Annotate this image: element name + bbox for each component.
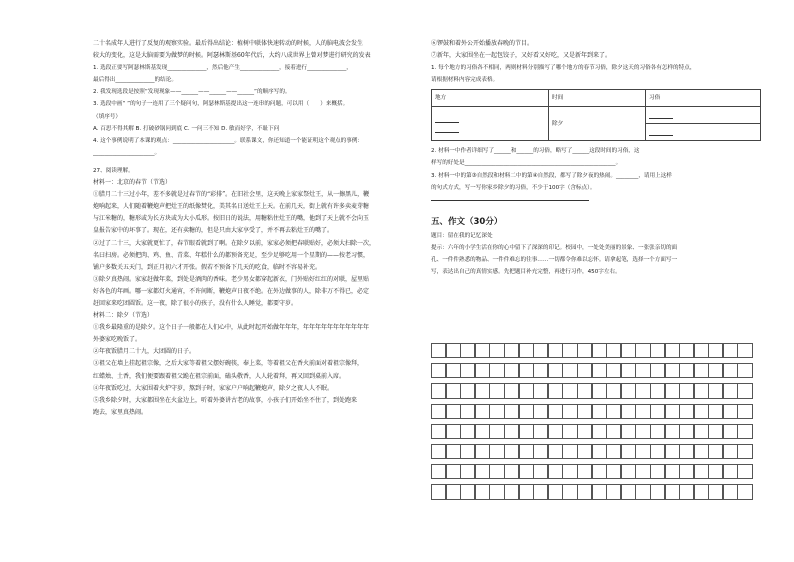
grid-cell[interactable] xyxy=(519,363,534,378)
grid-cell[interactable] xyxy=(635,424,650,439)
grid-row xyxy=(431,383,752,398)
grid-cell[interactable] xyxy=(431,444,446,459)
essay-hint-line: 孔、一件件熟悉的物品、一件件难忘的往事……一切都令你难以忘怀。请拿起笔，选择一个方面写一 xyxy=(431,257,678,264)
grid-cell[interactable] xyxy=(621,484,636,499)
grid-row xyxy=(431,363,752,378)
grid-row xyxy=(431,404,752,419)
essay-title-prompt: 题目：留在我的记忆深处 xyxy=(431,232,493,239)
grid-cell[interactable] xyxy=(504,444,519,459)
grid-cell[interactable] xyxy=(737,404,752,419)
grid-cell[interactable] xyxy=(504,464,519,479)
grid-cell[interactable] xyxy=(489,343,504,358)
grid-cell[interactable] xyxy=(504,343,519,358)
answer-blank[interactable] xyxy=(435,125,459,133)
grid-cell[interactable] xyxy=(708,444,723,459)
grid-cell[interactable] xyxy=(519,343,534,358)
grid-cell[interactable] xyxy=(504,404,519,419)
grid-cell[interactable] xyxy=(519,424,534,439)
grid-cell[interactable] xyxy=(446,444,461,459)
grid-cell[interactable] xyxy=(694,343,709,358)
grid-cell[interactable] xyxy=(504,484,519,499)
material1-line: ③除夕真热闹。家家赶做年菜，到处是酒肉的香味。老少男女都穿起新衣，门外贴好红红的对联，屋里贴 xyxy=(93,275,370,283)
question-3a: 3. 选段中画“ ”的句子一连用了三个疑问句，阿瑟林斯基提出这一连串的问题，可以用（ ）来概括。 xyxy=(93,101,349,108)
grid-cell[interactable] xyxy=(489,383,504,398)
grid-cell[interactable] xyxy=(592,424,607,439)
grid-cell[interactable] xyxy=(533,383,548,398)
material1-title: 材料一：北京的春节（节选） xyxy=(93,179,172,187)
grid-cell[interactable] xyxy=(635,484,650,499)
grid-cell[interactable] xyxy=(592,363,607,378)
material2-line: 跑去，家里真热闹。 xyxy=(93,408,148,416)
material1-line: ①腊月二十三过小年，差不多就是过春节的“彩排”。在旧社会里，这天晚上家家祭灶王，从一擦黑儿，鞭 xyxy=(93,191,370,199)
grid-cell[interactable] xyxy=(723,464,738,479)
grid-cell[interactable] xyxy=(446,383,461,398)
grid-cell[interactable] xyxy=(606,424,621,439)
answer-line[interactable] xyxy=(431,194,762,206)
grid-row xyxy=(431,343,752,358)
question-2: 2. 我发现选段是按照“发现现象——______——______——______”的顺序写的。 xyxy=(93,89,291,96)
grid-cell[interactable] xyxy=(665,464,680,479)
material2-cont-line: ⑦新年，大家围坐在一起包饺子，又好看又好吃，又是新年到来了。 xyxy=(431,52,612,60)
grid-cell[interactable] xyxy=(577,363,592,378)
grid-cell[interactable] xyxy=(635,383,650,398)
grid-cell[interactable] xyxy=(650,464,665,479)
material1-line: 铺户多数关五天门，到正月初六才开张。假若不预备下几天的吃食，临时不容易补充。 xyxy=(93,263,322,271)
grid-cell[interactable] xyxy=(446,464,461,479)
grid-cell[interactable] xyxy=(606,444,621,459)
question-3b: （填序号） xyxy=(93,113,121,120)
grid-cell[interactable] xyxy=(533,363,548,378)
grid-row xyxy=(431,444,752,459)
grid-row xyxy=(431,464,752,479)
question-3-options: A. 百思不得其解 B. 打破砂锅问到底 C. 一问三不知 D. 敏而好学，不耻下问 xyxy=(93,125,280,132)
material1-line: 好各色的年画。哪一家都灯火通宵，不许间断，鞭炮声日夜不绝。在外边做事的人，除非万不得已，必定 xyxy=(93,287,370,295)
grid-cell[interactable] xyxy=(592,404,607,419)
grid-cell[interactable] xyxy=(533,464,548,479)
grid-cell[interactable] xyxy=(475,484,490,499)
grid-cell[interactable] xyxy=(460,464,475,479)
grid-cell[interactable] xyxy=(460,383,475,398)
grid-cell[interactable] xyxy=(431,383,446,398)
grid-cell[interactable] xyxy=(548,464,563,479)
table-question: 1. 每个地方的习俗各不相同，两则材料分别描写了哪个地方的春节习俗，除夕这天的习俗各有怎样的特点， xyxy=(431,65,696,72)
grid-cell[interactable] xyxy=(562,444,577,459)
grid-cell[interactable] xyxy=(519,383,534,398)
grid-cell[interactable] xyxy=(665,383,680,398)
grid-cell[interactable] xyxy=(475,444,490,459)
question-detail-cont: 样写的好处是______________________________________________________。 xyxy=(431,160,622,167)
question-4b: ______________________。 xyxy=(93,149,161,156)
question-4a: 4. 这个事例说明了本课的观点：______________________。联系课文，你还知道一个能证明这个观点的事例： xyxy=(93,137,364,144)
table-cell-custom[interactable] xyxy=(646,124,761,141)
grid-cell[interactable] xyxy=(679,343,694,358)
grid-cell[interactable] xyxy=(460,424,475,439)
grid-cell[interactable] xyxy=(592,464,607,479)
grid-cell[interactable] xyxy=(592,383,607,398)
grid-cell[interactable] xyxy=(460,343,475,358)
grid-cell[interactable] xyxy=(708,363,723,378)
grid-cell[interactable] xyxy=(723,343,738,358)
answer-blank[interactable] xyxy=(435,115,459,123)
grid-cell[interactable] xyxy=(650,343,665,358)
grid-row xyxy=(431,424,752,439)
grid-cell[interactable] xyxy=(475,383,490,398)
grid-cell[interactable] xyxy=(708,404,723,419)
right-column xyxy=(431,38,762,278)
grid-cell[interactable] xyxy=(562,424,577,439)
grid-cell[interactable] xyxy=(621,363,636,378)
grid-cell[interactable] xyxy=(475,404,490,419)
table-header-time: 时间 xyxy=(549,90,646,107)
grid-cell[interactable] xyxy=(679,383,694,398)
grid-cell[interactable] xyxy=(548,404,563,419)
grid-cell[interactable] xyxy=(621,464,636,479)
grid-cell[interactable] xyxy=(606,484,621,499)
grid-cell[interactable] xyxy=(504,363,519,378)
grid-cell[interactable] xyxy=(635,343,650,358)
grid-cell[interactable] xyxy=(592,343,607,358)
essay-hint-line: 写，表达出自己的真情实感。先把题目补充完整，再进行习作，450字左右。 xyxy=(431,269,621,276)
question-detail: 2. 材料一中作者详细写了______和______的习俗，略写了______这段时间的习俗，这 xyxy=(431,148,640,155)
grid-cell[interactable] xyxy=(592,444,607,459)
material1-line: ②过了二十三，大家就更忙了，春节眼看就到了啊。在除夕以前，家家必须把春联贴好，必须大扫除一次， xyxy=(93,239,376,247)
grid-cell[interactable] xyxy=(606,363,621,378)
material2-cont-line: ⑥锣鼓和着外公开始播放春晚的节目。 xyxy=(431,40,534,47)
grid-cell[interactable] xyxy=(621,404,636,419)
grid-cell[interactable] xyxy=(665,404,680,419)
question-writing-cont: 的句式方式，写一写你家乡除夕的习俗，不少于100字（含标点）。 xyxy=(431,184,596,191)
grid-cell[interactable] xyxy=(548,383,563,398)
grid-cell[interactable] xyxy=(533,404,548,419)
grid-cell[interactable] xyxy=(489,424,504,439)
grid-cell[interactable] xyxy=(577,484,592,499)
intro-line-1: 二十名成年人进行了反复的观察实验。最后得出结论：植树中联体快速转动的时候，人的脑电波会发生 xyxy=(93,40,364,47)
grid-cell[interactable] xyxy=(708,424,723,439)
table-cell-time: 除夕 xyxy=(549,107,646,141)
grid-cell[interactable] xyxy=(723,424,738,439)
table-question-cont: 请根据材料内容完成表格。 xyxy=(431,77,499,84)
grid-cell[interactable] xyxy=(562,464,577,479)
grid-cell[interactable] xyxy=(723,484,738,499)
material2-title: 材料二：除夕（节选） xyxy=(93,312,154,320)
grid-cell[interactable] xyxy=(577,343,592,358)
grid-cell[interactable] xyxy=(577,464,592,479)
material2-line: ②年夜饭腊月二十九，大团圆的日子。 xyxy=(93,348,196,356)
grid-cell[interactable] xyxy=(723,383,738,398)
grid-cell[interactable] xyxy=(650,363,665,378)
grid-cell[interactable] xyxy=(650,404,665,419)
table-header-custom: 习俗 xyxy=(646,90,761,107)
grid-cell[interactable] xyxy=(533,444,548,459)
material1-line: 名曰扫房。必须把肉、鸡、鱼、青菜、年糕什么的都预备充足，至少足够吃用一个星期的——按老习惯， xyxy=(93,251,370,259)
grid-cell[interactable] xyxy=(489,404,504,419)
grid-cell[interactable] xyxy=(446,484,461,499)
grid-cell[interactable] xyxy=(489,444,504,459)
grid-row xyxy=(431,484,752,499)
grid-cell[interactable] xyxy=(504,383,519,398)
grid-cell[interactable] xyxy=(431,484,446,499)
material2-line: ③祖父在墙上挂起祖宗像，之后大家等着祖父摆好碗筷，奉上菜，等着祖父在香火前面对着祖宗像拜， xyxy=(93,360,364,368)
grid-cell[interactable] xyxy=(650,424,665,439)
grid-cell[interactable] xyxy=(577,424,592,439)
grid-cell[interactable] xyxy=(665,363,680,378)
answer-blank[interactable] xyxy=(649,128,673,136)
grid-cell[interactable] xyxy=(431,343,446,358)
grid-cell[interactable] xyxy=(489,484,504,499)
grid-cell[interactable] xyxy=(431,363,446,378)
grid-cell[interactable] xyxy=(650,383,665,398)
grid-cell[interactable] xyxy=(679,444,694,459)
material2-line: ①我乡最隆重的是除夕。这个日子一般都在人们心中，从此时起开始做年年年，年年年年年年年年年年年 xyxy=(93,324,370,332)
grid-cell[interactable] xyxy=(635,444,650,459)
question-1b: 最后得出______________的结论。 xyxy=(93,77,177,84)
grid-cell[interactable] xyxy=(737,383,752,398)
grid-cell[interactable] xyxy=(723,363,738,378)
table-header-place: 地方 xyxy=(432,90,549,107)
grid-cell[interactable] xyxy=(475,464,490,479)
grid-cell[interactable] xyxy=(679,404,694,419)
grid-cell[interactable] xyxy=(431,424,446,439)
grid-cell[interactable] xyxy=(548,424,563,439)
grid-cell[interactable] xyxy=(577,404,592,419)
grid-cell[interactable] xyxy=(621,343,636,358)
material1-line: 赶回家来吃团圆饭。这一夜，除了很小的孩子，没有什么人睡觉，都要守岁。 xyxy=(93,299,298,307)
material2-line: 红蜡烛、土香，我们便要跟着祖父跪在祖宗前面，磕头敬香，人人轮着拜，再又回到桌前入席。 xyxy=(93,372,346,380)
grid-cell[interactable] xyxy=(562,404,577,419)
customs-table xyxy=(431,89,761,141)
grid-cell[interactable] xyxy=(606,404,621,419)
answer-blank[interactable] xyxy=(649,111,673,119)
grid-cell[interactable] xyxy=(460,404,475,419)
grid-cell[interactable] xyxy=(446,424,461,439)
grid-cell[interactable] xyxy=(548,484,563,499)
grid-cell[interactable] xyxy=(694,424,709,439)
grid-cell[interactable] xyxy=(694,484,709,499)
grid-cell[interactable] xyxy=(519,444,534,459)
writing-grid[interactable] xyxy=(431,343,752,505)
grid-cell[interactable] xyxy=(431,404,446,419)
section-title: 五、作文（30分） xyxy=(431,216,503,227)
grid-cell[interactable] xyxy=(606,464,621,479)
grid-cell[interactable] xyxy=(737,363,752,378)
grid-cell[interactable] xyxy=(737,424,752,439)
grid-cell[interactable] xyxy=(737,464,752,479)
grid-cell[interactable] xyxy=(446,404,461,419)
grid-cell[interactable] xyxy=(489,464,504,479)
grid-cell[interactable] xyxy=(562,383,577,398)
intro-line-2: 较大的变化，这是大脑需要为做梦的时候。阿瑟林斯基60年代后，大约八成世界上曾对梦进行研究的发表 xyxy=(93,52,371,60)
grid-cell[interactable] xyxy=(519,484,534,499)
grid-cell[interactable] xyxy=(475,424,490,439)
grid-cell[interactable] xyxy=(533,424,548,439)
material1-line: 炮响起来，人们随着鞭炮声把灶王的纸像焚化，美其名日送灶王上天。在前几天，街上就有许多卖麦芽糖 xyxy=(93,203,370,211)
grid-cell[interactable] xyxy=(446,363,461,378)
grid-cell[interactable] xyxy=(475,363,490,378)
grid-cell[interactable] xyxy=(577,383,592,398)
grid-cell[interactable] xyxy=(562,484,577,499)
grid-cell[interactable] xyxy=(431,464,446,479)
grid-cell[interactable] xyxy=(737,343,752,358)
material2-line: 外婆家吃晚饭了。 xyxy=(93,336,142,344)
grid-cell[interactable] xyxy=(679,424,694,439)
grid-cell[interactable] xyxy=(694,383,709,398)
question-1a: 1. 选段正要写阿瑟林斯基发现______________，然后他产生______________，接着进行______________， xyxy=(93,65,352,72)
grid-cell[interactable] xyxy=(460,484,475,499)
grid-cell[interactable] xyxy=(665,424,680,439)
grid-cell[interactable] xyxy=(708,464,723,479)
reading-heading: 27、阅读理解。 xyxy=(93,167,134,174)
grid-cell[interactable] xyxy=(694,363,709,378)
material1-line: 皇报告家中的坏事了。现在，还有卖糖的，但是只由大家享受了，并不再去粘灶王的嘴了。 xyxy=(93,227,334,235)
material2-line: ④年夜饭吃过，大家围着火炉守岁，熬到子时，家家户户响起鞭炮声，除夕之夜人人不眠。 xyxy=(93,384,334,392)
grid-cell[interactable] xyxy=(665,343,680,358)
grid-cell[interactable] xyxy=(635,404,650,419)
grid-cell[interactable] xyxy=(548,363,563,378)
grid-cell[interactable] xyxy=(665,484,680,499)
grid-cell[interactable] xyxy=(665,444,680,459)
table-cell-place[interactable] xyxy=(432,107,549,141)
grid-cell[interactable] xyxy=(694,404,709,419)
grid-cell[interactable] xyxy=(562,343,577,358)
grid-cell[interactable] xyxy=(679,484,694,499)
grid-cell[interactable] xyxy=(737,444,752,459)
grid-cell[interactable] xyxy=(562,363,577,378)
grid-cell[interactable] xyxy=(635,363,650,378)
grid-cell[interactable] xyxy=(460,444,475,459)
grid-cell[interactable] xyxy=(533,343,548,358)
grid-cell[interactable] xyxy=(621,424,636,439)
grid-cell[interactable] xyxy=(606,383,621,398)
grid-cell[interactable] xyxy=(708,383,723,398)
grid-cell[interactable] xyxy=(708,484,723,499)
table-cell-custom[interactable] xyxy=(646,107,761,124)
grid-cell[interactable] xyxy=(650,444,665,459)
grid-cell[interactable] xyxy=(650,484,665,499)
question-writing: 3. 材料一中的第③自然段和材料二中的第④自然段，都写了除夕夜的热闹。________，请用上这样 xyxy=(431,172,672,179)
grid-cell[interactable] xyxy=(737,484,752,499)
grid-cell[interactable] xyxy=(723,404,738,419)
grid-cell[interactable] xyxy=(460,363,475,378)
grid-cell[interactable] xyxy=(694,444,709,459)
grid-cell[interactable] xyxy=(708,343,723,358)
grid-cell[interactable] xyxy=(489,363,504,378)
essay-hint-line: 提示：六年的小学生活在你的心中留下了深深的印记。校园中，一处处美丽的景象、一张张亲切的面 xyxy=(431,244,678,251)
grid-cell[interactable] xyxy=(577,444,592,459)
grid-cell[interactable] xyxy=(504,424,519,439)
grid-cell[interactable] xyxy=(606,343,621,358)
grid-cell[interactable] xyxy=(679,464,694,479)
grid-cell[interactable] xyxy=(519,404,534,419)
grid-cell[interactable] xyxy=(621,444,636,459)
left-column xyxy=(93,38,409,419)
grid-cell[interactable] xyxy=(694,464,709,479)
grid-cell[interactable] xyxy=(548,343,563,358)
grid-cell[interactable] xyxy=(548,444,563,459)
material2-line: ⑤我乡除夕时，大家都围坐在火盆边上，听着外婆讲古老的故事，小孩子们开始坐不住了，到处跑来 xyxy=(93,396,358,404)
grid-cell[interactable] xyxy=(519,464,534,479)
grid-cell[interactable] xyxy=(723,444,738,459)
material1-line: 与江米糖的，糖形或为长方块或为大小瓜形。按旧日的说法，用糖粘住灶王的嘴，他到了天上就不会向玉 xyxy=(93,215,370,223)
grid-cell[interactable] xyxy=(446,343,461,358)
grid-cell[interactable] xyxy=(621,383,636,398)
grid-cell[interactable] xyxy=(592,484,607,499)
grid-cell[interactable] xyxy=(475,343,490,358)
grid-cell[interactable] xyxy=(635,464,650,479)
grid-cell[interactable] xyxy=(533,484,548,499)
grid-cell[interactable] xyxy=(679,363,694,378)
